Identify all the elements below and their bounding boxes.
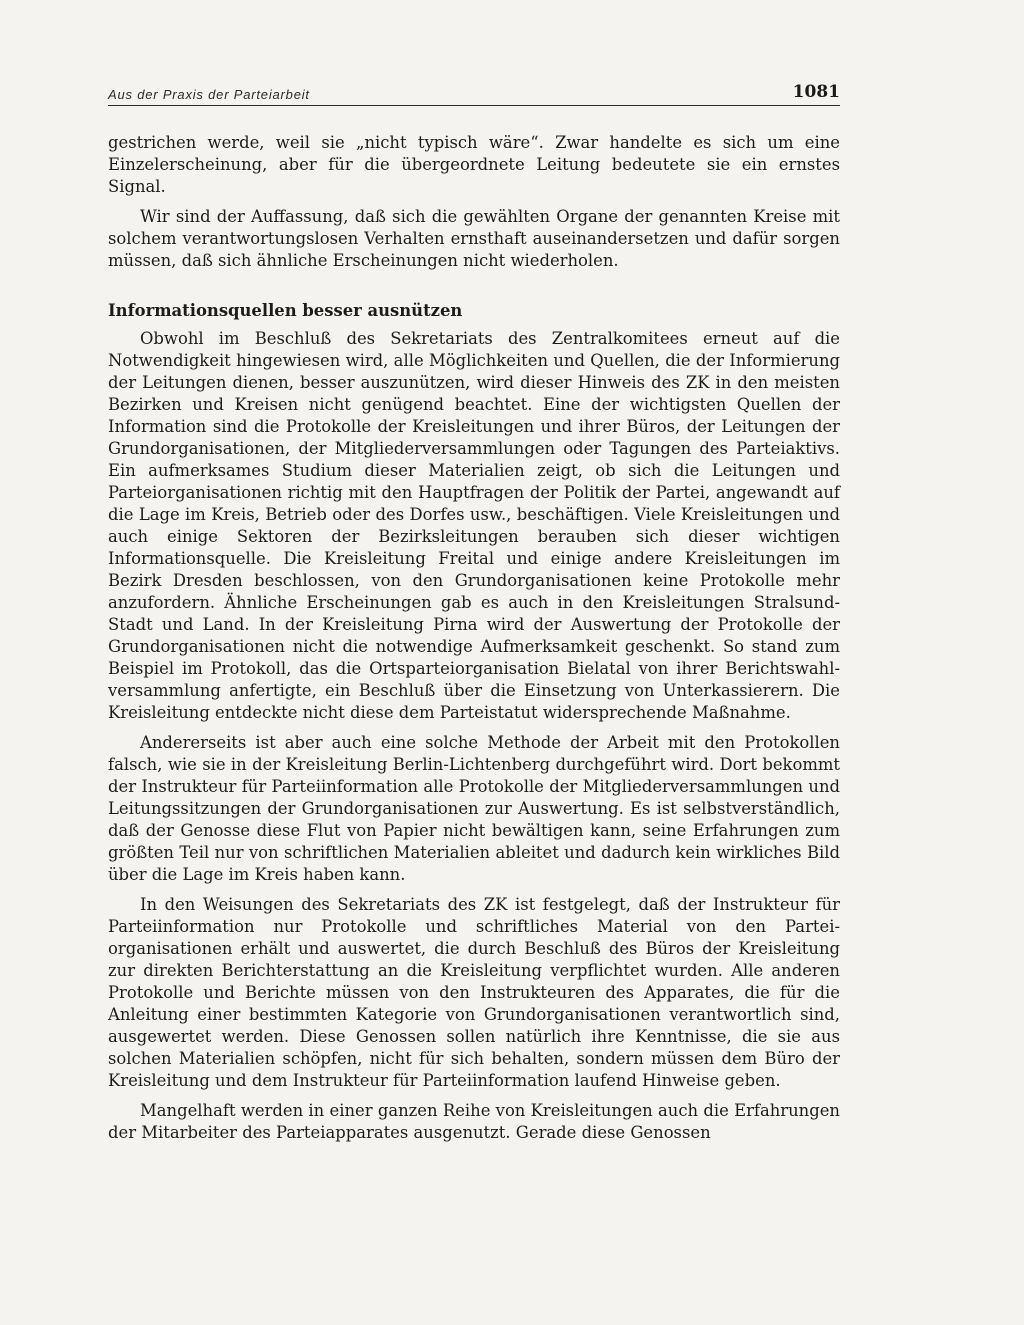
running-header: [108, 80, 840, 106]
paragraph: Andererseits ist aber auch eine solche Methode der Arbeit mit den Protokollen falsch, wie sie in der Kreisleitung Berlin-Lichtenberg durchgeführt wird. Dort bekommt der Instrukteur für Parteiinformation alle Protokolle der Mitgliederversammlungen und Leitungssitzungen der Grundorganisationen zur Auswertung. Es ist selbstverständlich, daß der Genosse diese Flut von Papier nicht bewältigen kann, seine Erfahrungen zum größten Teil nur von schriftlichen Materialien ableitet und dadurch kein wirkliches Bild über die Lage im Kreis haben kann.: [108, 733, 840, 884]
paragraph: Mangelhaft werden in einer ganzen Reihe von Kreisleitungen auch die Erfahrungen der Mitarbeiter des Parteiapparates ausgenutzt. Gerade diese Genossen: [108, 1101, 840, 1142]
page-content: [108, 80, 840, 1144]
running-title: Aus der Praxis der Parteiarbeit: [108, 87, 310, 102]
page-number: 1081: [792, 82, 840, 102]
paragraph: Obwohl im Beschluß des Sekretariats des Zentralkomitees erneut auf die Notwendigkeit hingewiesen wird, alle Möglichkeiten und Quellen, die der Informierung der Leitungen dienen, besser auszunützen, wird dieser Hinweis des ZK in den meisten Bezirken und Kreisen nicht genügend beachtet. Eine der wichtigsten Quellen der Information sind die Protokolle der Kreisleitungen und ihrer Büros, der Leitungen der Grundorganisationen, der Mitgliederversammlungen oder Tagungen des Parteiaktivs. Ein aufmerksames Studium dieser Materialien zeigt, ob sich die Leitungen und Parteiorganisationen richtig mit den Hauptfragen der Politik der Partei, angewandt auf die Lage im Kreis, Betrieb oder des Dorfes usw., beschäftigen. Viele Kreisleitungen und auch einige Sektoren der Bezirksleitungen berauben sich dieser wichtigen Informationsquelle. Die Kreisleitung Freital und einige andere Kreisleitungen im Bezirk Dresden beschlossen, von den Grundorganisationen keine Protokolle mehr anzufordern. Ähnliche Erscheinungen gab es auch in den Kreisleitungen Stralsund-Stadt und Land. In der Kreisleitung Pirna wird der Auswertung der Protokolle der Grundorganisationen nicht die notwendige Aufmerksamkeit geschenkt. So stand zum Beispiel im Protokoll, das die Ortsparteiorganisation Bielatal von ihrer Berichtswahlversammlung anfertigte, ein Beschluß über die Einsetzung von Unterkassierern. Die Kreisleitung entdeckte nicht diese dem Parteistatut widersprechende Maßnahme.: [108, 329, 840, 722]
paragraph: In den Weisungen des Sekretariats des ZK ist festgelegt, daß der Instrukteur für Parteiinformation nur Protokolle und schriftliches Material von den Parteiorganisationen erhält und auswertet, die durch Beschluß des Büros der Kreisleitung zur direkten Berichterstattung an die Kreisleitung verpflichtet wurden. Alle anderen Protokolle und Berichte müssen von den Instrukteuren des Apparates, die für die Anleitung einer bestimmten Kategorie von Grundorganisationen verantwortlich sind, ausgewertet werden. Diese Genossen sollen natürlich ihre Kenntnisse, die sie aus solchen Materialien schöpfen, nicht für sich behalten, sondern müssen dem Büro der Kreisleitung und dem Instrukteur für Parteiinformation laufend Hinweise geben.: [108, 895, 840, 1090]
section-heading: Informationsquellen besser ausnützen: [108, 301, 463, 320]
paragraph: Wir sind der Auffassung, daß sich die gewählten Organe der genannten Kreise mit solchem verantwortungslosen Verhalten ernsthaft auseinandersetzen und dafür sorgen müssen, daß sich ähnliche Erscheinungen nicht wiederholen.: [108, 207, 840, 270]
paragraph: gestrichen werde, weil sie „nicht typisch wäre“. Zwar handelte es sich um eine Einzelerscheinung, aber für die übergeordnete Leitung bedeutete sie ein ernstes Signal.: [108, 133, 840, 196]
body-text: [108, 132, 840, 1144]
